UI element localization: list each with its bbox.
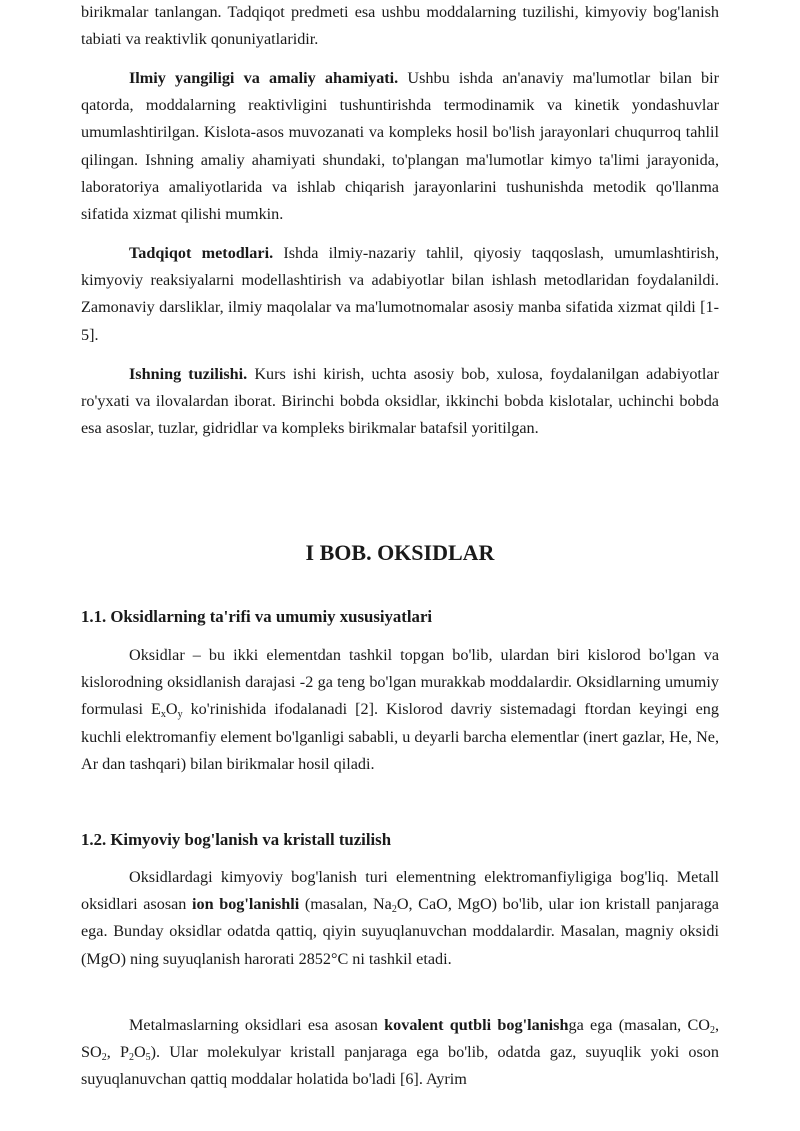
section-title-1-1: 1.1. Oksidlarning ta'rifi va umumiy xususiyatlari (81, 607, 433, 626)
paragraph-text: Kurs ishi kirish, uchta asosiy bob, xulosa, foydalanilgan adabiyotlar ro'yxati va ilovalardan iborat. Birinchi bobda oksidlar, ikkinchi bobda kislotalar, uchinchi bobda esa asoslar, tuzlar, gidridlar va kompleks birikmalar batafsil yoritilgan. (81, 365, 719, 438)
paragraph-research-subject (81, 0, 719, 53)
paragraph-text: Oksidlar – bu ikki elementdan tashkil topgan bo'lib, ulardan biri kislorod bo'lgan va kislorodning oksidlanish darajasi -2 ga teng bo'lgan murakkab moddalardir. Oksidlarning umumiy formulasi (81, 646, 719, 719)
paragraph-lead: Ishning tuzilishi. (129, 365, 248, 383)
paragraph-covalent-bonding (81, 1012, 719, 1094)
formula-oxygen: O (165, 700, 178, 719)
formula-subscript-y: y (177, 709, 183, 721)
paragraph-text: Metalmaslarning oksidlari esa asosan (129, 1016, 385, 1034)
formula-subscript-x: x (160, 709, 166, 721)
subscript: 2 (101, 1052, 107, 1064)
paragraph-text: birikmalar tanlangan. Tadqiqot predmeti esa ushbu moddalarning tuzilishi, kimyoviy bog'lanish tabiati va reaktivlik qonuniyatlaridir. (81, 3, 719, 49)
subscript: 2 (128, 1052, 134, 1064)
paragraph-oxide-definition (81, 642, 719, 778)
paragraph-lead: Tadqiqot metodlari. (129, 244, 274, 262)
paragraph-methods (81, 240, 719, 349)
subscript: 2 (709, 1025, 715, 1036)
paragraph-text: , SO (81, 1016, 719, 1062)
paragraph-text: Oksidlardagi kimyoviy bog'lanish turi elementning elektromanfiyligiga bog'liq. Metall oksidlari asosan (81, 868, 719, 914)
paragraph-text: Ushbu ishda an'anaviy ma'lumotlar bilan bir qatorda, moddalarning reaktivligini tushuntirishda termodinamik va kinetik yondashuvlar umumlashtirilgan. Kislota-asos muvozanati va kompleks hosil bo'lish jarayonlari chuqurroq tahlil qilingan. Ishning amaliy ahamiyati shundaki, to'plangan ma'lumotlar kimyo ta'limi jarayonida, laboratoriya amaliyotlarida va ishlab chiqarish jarayonlarini tushunishda metodik qo'llanma sifatida xizmat qilishi mumkin. (81, 69, 720, 224)
paragraph-text: O (133, 1043, 146, 1062)
subscript: 5 (145, 1052, 151, 1064)
bold-term: kovalent qutbli bog'lanish (384, 1016, 569, 1034)
paragraph-ionic-bonding (81, 864, 719, 973)
section-title-1-2: 1.2. Kimyoviy bog'lanish va kristall tuzilish (81, 830, 392, 849)
bold-term: ion bog'lanishli (192, 895, 300, 914)
subscript: 2 (391, 904, 397, 916)
paragraph-text: Ishda ilmiy-nazariy tahlil, qiyosiy taqqoslash, umumlashtirish, kimyoviy reaksiyalarni modellashtirish va adabiyotlar bilan ishlash metodlaridan foydalanildi. Zamonaviy darsliklar, ilmiy maqolalar va ma'lumotnomalar asosiy manba sifatida xizmat qildi [1-5]. (81, 244, 719, 344)
paragraph-novelty (81, 65, 719, 228)
paragraph-text: ). Ular molekulyar kristall panjaraga ega bo'lib, odatda gaz, suyuqlik yoki oson suyuqlanuvchan qattiq moddalar holatida bo'ladi [6]. Ayrim (81, 1043, 719, 1089)
paragraph-text: ko'rinishida ifodalanadi [2]. Kislorod davriy sistemadagi ftordan keyingi eng kuchli elektromanfiy element bo'lganligi sababli, u deyarli barcha elementlar (inert gazlar, He, Ne, Ar dan tashqari) bilan birikmalar hosil qiladi. (81, 700, 719, 773)
paragraph-text: ga ega (masalan, CO (568, 1016, 710, 1034)
paragraph-structure (81, 361, 719, 443)
paragraph-text: , P (106, 1043, 129, 1062)
chapter-title: I BOB. OKSIDLAR (305, 540, 495, 565)
paragraph-text: O, CaO, MgO) bo'lib, ular ion kristall panjaraga ega. Bunday oksidlar odatda qattiq, qiyin suyuqlanuvchan moddalardir. Masalan, magniy oksidi (MgO) ning suyuqlanish harorati 2852°C ni tashkil etadi. (81, 895, 719, 968)
paragraph-lead: Ilmiy yangiligi va amaliy ahamiyati. (129, 69, 399, 87)
formula-element: E (151, 700, 161, 719)
paragraph-text: (masalan, Na (299, 895, 392, 914)
